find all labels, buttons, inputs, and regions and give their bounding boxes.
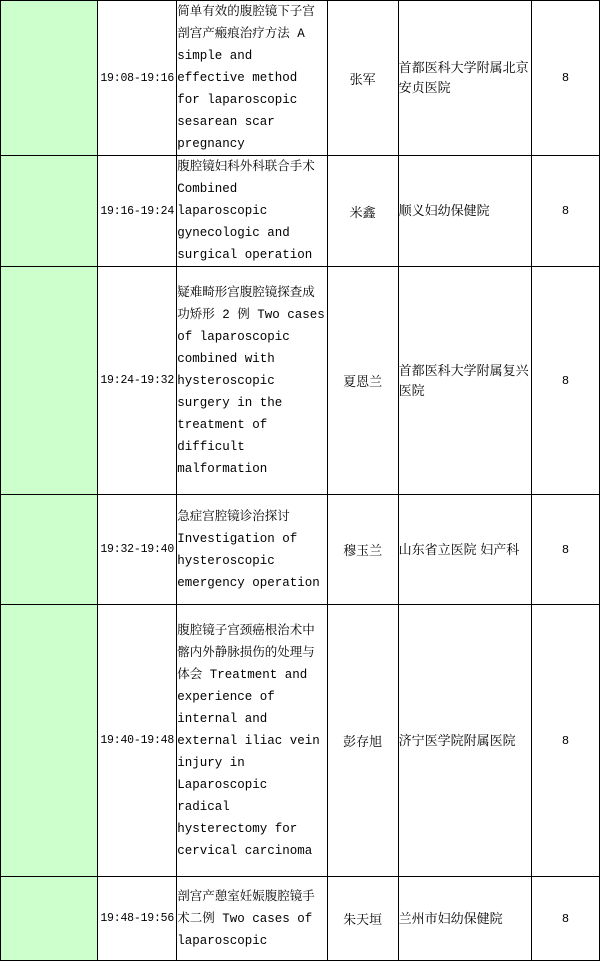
row-time: 19:24-19:32: [98, 267, 177, 495]
table-row: [1, 267, 600, 495]
row-title: 疑难畸形宫腹腔镜探查成功矫形 2 例 Two cases of laparoscopic combined with hysteroscopic surgery in the treatment of difficult malformation: [177, 267, 327, 495]
row-time: 19:16-19:24: [98, 156, 177, 267]
session-color-block: [1, 495, 98, 605]
row-speaker: 张军: [327, 1, 398, 156]
row-time: 19:48-19:56: [98, 877, 177, 961]
row-organization: 首都医科大学附属北京安贞医院: [398, 1, 531, 156]
row-speaker: 朱天垣: [327, 877, 398, 961]
table-row: [1, 495, 600, 605]
session-color-block: [1, 156, 98, 267]
row-organization: 山东省立医院 妇产科: [398, 495, 531, 605]
row-minutes: 8: [531, 605, 599, 877]
row-organization: 兰州市妇幼保健院: [398, 877, 531, 961]
row-title: 腹腔镜子宫颈癌根治术中髂内外静脉损伤的处理与体会 Treatment and experience of internal and external iliac vein injury in Laparoscopic radical hysterectomy for cervical carcinoma: [177, 605, 327, 877]
row-speaker: 彭存旭: [327, 605, 398, 877]
row-speaker: 米鑫: [327, 156, 398, 267]
session-color-block: [1, 877, 98, 961]
row-time: 19:08-19:16: [98, 1, 177, 156]
row-title: 简单有效的腹腔镜下子宫剖宫产瘢痕治疗方法 A simple and effective method for laparoscopic sesarean scar pregnancy: [177, 1, 327, 156]
row-title: 腹腔镜妇科外科联合手术 Combined laparoscopic gynecologic and surgical operation: [177, 156, 327, 267]
row-minutes: 8: [531, 877, 599, 961]
row-speaker: 夏恩兰: [327, 267, 398, 495]
row-organization: 济宁医学院附属医院: [398, 605, 531, 877]
row-minutes: 8: [531, 1, 599, 156]
row-minutes: 8: [531, 156, 599, 267]
row-title: 剖宫产憩室妊娠腹腔镜手术二例 Two cases of laparoscopic: [177, 877, 327, 961]
row-time: 19:40-19:48: [98, 605, 177, 877]
row-organization: 首都医科大学附属复兴医院: [398, 267, 531, 495]
session-color-block: [1, 1, 98, 156]
row-minutes: 8: [531, 267, 599, 495]
session-color-block: [1, 605, 98, 877]
table-row: [1, 605, 600, 877]
session-color-block: [1, 267, 98, 495]
row-organization: 顺义妇幼保健院: [398, 156, 531, 267]
row-title: 急症宫腔镜诊治探讨 Investigation of hysteroscopic emergency operation: [177, 495, 327, 605]
table-row: [1, 877, 600, 961]
row-speaker: 穆玉兰: [327, 495, 398, 605]
table-row: [1, 1, 600, 156]
row-time: 19:32-19:40: [98, 495, 177, 605]
row-minutes: 8: [531, 495, 599, 605]
table-row: [1, 156, 600, 267]
